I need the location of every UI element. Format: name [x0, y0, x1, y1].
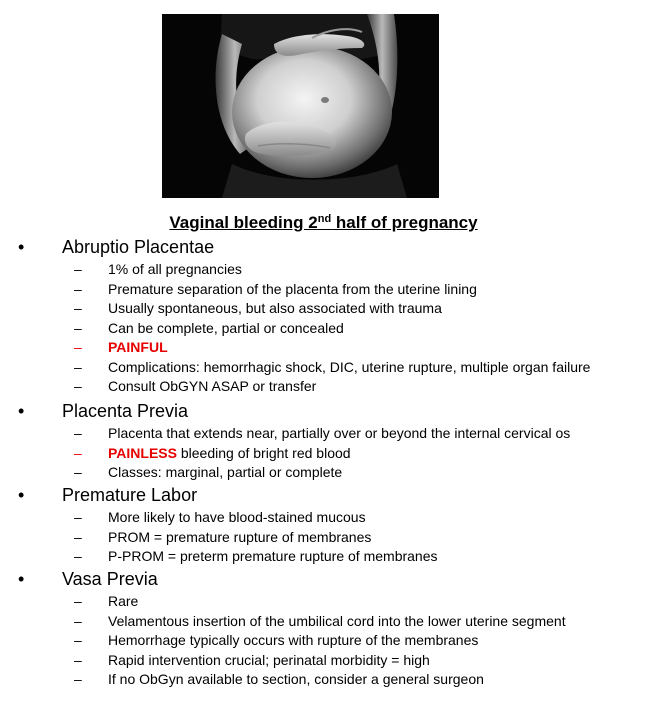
dash-icon: –	[74, 339, 82, 355]
section	[0, 234, 647, 397]
item-text	[108, 613, 566, 630]
item-text	[108, 671, 484, 688]
dash-icon: –	[74, 548, 82, 564]
dash-icon: –	[74, 528, 82, 545]
item-body: If no ObGyn available to section, consider a general surgeon	[108, 671, 484, 687]
dash-icon: –	[74, 261, 82, 277]
list-item	[0, 528, 647, 548]
item-body: Rapid intervention crucial; perinatal morbidity = high	[108, 651, 430, 668]
item-text	[108, 261, 242, 278]
list-item	[0, 338, 647, 358]
dash-icon: –	[74, 378, 82, 394]
section	[0, 566, 647, 690]
item-text	[108, 425, 570, 442]
dash-icon: –	[74, 319, 82, 336]
item-text	[108, 378, 316, 395]
item-list	[0, 260, 647, 397]
dash-icon: –	[74, 280, 82, 297]
item-text	[108, 320, 344, 337]
section-heading-row	[0, 234, 647, 260]
section-heading: Placenta Previa	[62, 401, 189, 421]
item-body: PROM = premature rupture of membranes	[108, 528, 372, 545]
section-heading-row	[0, 482, 647, 508]
list-item	[0, 592, 647, 612]
item-text	[108, 593, 138, 610]
section	[0, 482, 647, 567]
item-body: Classes: marginal, partial or complete	[108, 464, 343, 480]
item-body: Can be complete, partial or concealed	[108, 319, 344, 336]
item-text	[108, 281, 477, 298]
section	[0, 398, 647, 483]
dash-icon: –	[74, 425, 82, 441]
item-text	[108, 445, 351, 462]
item-body: Velamentous insertion of the umbilical cord into the lower uterine segment	[108, 612, 566, 629]
item-body: Hemorrhage typically occurs with rupture of the membranes	[108, 632, 479, 648]
item-text	[108, 339, 168, 356]
item-text	[108, 529, 371, 546]
list-item	[0, 444, 647, 464]
item-text	[108, 632, 478, 649]
item-body: Consult ObGYN ASAP or transfer	[108, 378, 317, 394]
bullet-icon: •	[18, 569, 25, 589]
dash-icon: –	[74, 651, 82, 668]
list-item	[0, 651, 647, 671]
pregnant-belly-photo	[162, 14, 439, 198]
dash-icon: –	[74, 671, 82, 687]
item-body: Usually spontaneous, but also associated with trauma	[108, 300, 442, 316]
item-body: P-PROM = preterm premature rupture of membranes	[108, 548, 438, 564]
item-body: Placenta that extends near, partially over or beyond the internal cervical os	[108, 425, 571, 441]
section-heading-row	[0, 398, 647, 424]
dash-icon: –	[74, 612, 82, 629]
list-item	[0, 463, 647, 483]
item-text	[108, 359, 590, 376]
highlight-text: PAINFUL	[108, 339, 168, 355]
item-text	[108, 652, 430, 669]
item-text	[108, 548, 438, 565]
dash-icon: –	[74, 444, 82, 461]
page-title: Vaginal bleeding 2nd half of pregnancy	[169, 213, 478, 232]
list-item	[0, 670, 647, 690]
item-body: Rare	[108, 593, 139, 609]
bullet-icon: •	[18, 237, 25, 257]
list-item	[0, 508, 647, 528]
item-body: Complications: hemorrhagic shock, DIC, uterine rupture, multiple organ failure	[108, 358, 591, 375]
section-heading: Abruptio Placentae	[62, 237, 215, 257]
item-body: 1% of all pregnancies	[108, 261, 242, 277]
item-body: bleeding of bright red blood	[176, 444, 351, 461]
list-item	[0, 631, 647, 651]
list-item	[0, 547, 647, 567]
bullet-icon: •	[18, 485, 25, 505]
dash-icon: –	[74, 593, 82, 609]
list-item	[0, 424, 647, 444]
item-list	[0, 424, 647, 483]
dash-icon: –	[74, 300, 82, 316]
list-item	[0, 280, 647, 300]
item-text	[108, 300, 442, 317]
list-item	[0, 299, 647, 319]
section-heading-row	[0, 566, 647, 592]
item-list	[0, 592, 647, 690]
item-text	[108, 509, 366, 526]
list-item	[0, 319, 647, 339]
section-heading: Premature Labor	[62, 485, 198, 505]
bullet-icon: •	[18, 401, 25, 421]
photo-graphic	[162, 14, 439, 198]
highlight-text: PAINLESS	[108, 444, 177, 461]
section-heading: Vasa Previa	[62, 569, 158, 589]
item-body: Premature separation of the placenta from the uterine lining	[108, 280, 477, 297]
list-item	[0, 377, 647, 397]
dash-icon: –	[74, 464, 82, 480]
item-body: More likely to have blood-stained mucous	[108, 509, 366, 525]
item-list	[0, 508, 647, 567]
dash-icon: –	[74, 632, 82, 648]
dash-icon: –	[74, 509, 82, 525]
list-item	[0, 260, 647, 280]
item-text	[108, 464, 342, 481]
list-item	[0, 612, 647, 632]
dash-icon: –	[74, 358, 82, 375]
list-item	[0, 358, 647, 378]
